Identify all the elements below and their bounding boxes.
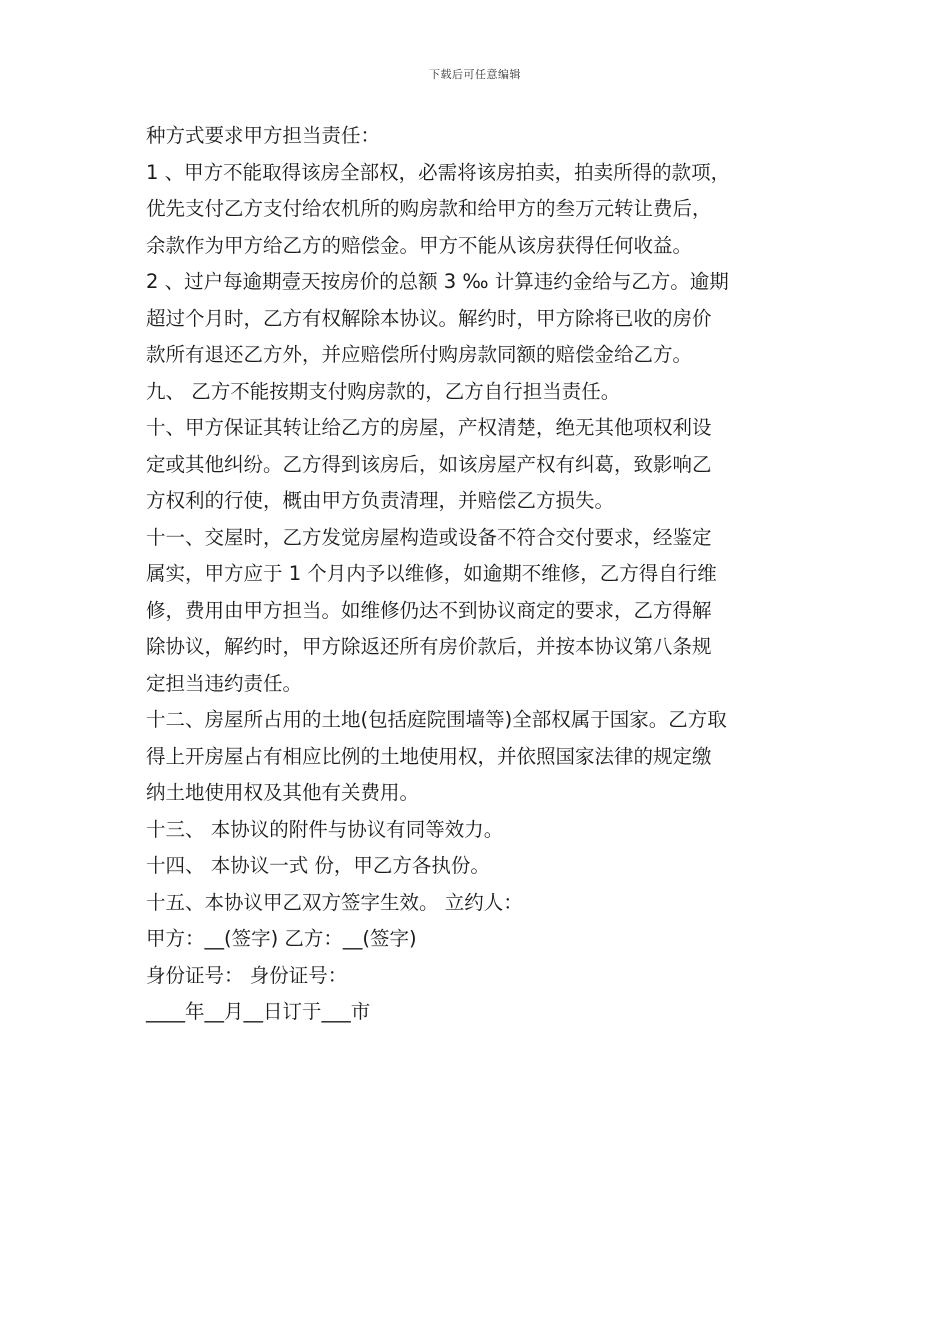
paragraph-line: 九、 乙方不能按期支付购房款的，乙方自行担当责任。 — [146, 379, 621, 403]
document-body — [146, 118, 814, 1031]
paragraph-line: 超过个月时，乙方有权解除本协议。解约时，甲方除将已收的房价 — [146, 306, 712, 330]
paragraph-line: 种方式要求甲方担当责任： — [146, 124, 381, 147]
paragraph-line: 余款作为甲方给乙方的赔偿金。甲方不能从该房获得任何收益。 — [146, 233, 693, 257]
paragraph-line: 十、甲方保证其转让给乙方的房屋，产权清楚，绝无其他项权利设 — [146, 416, 712, 439]
paragraph-line: 除协议，解约时，甲方除返还所有房价款后，并按本协议第八条规 — [146, 635, 712, 658]
paragraph-line: 十五、本协议甲乙双方签字生效。 立约人： — [146, 890, 523, 914]
paragraph-line: 优先支付乙方支付给农机所的购房款和给甲方的叁万元转让费后， — [146, 197, 712, 220]
paragraph-line: 1 、甲方不能取得该房全部权，必需将该房拍卖，拍卖所得的款项， — [146, 160, 731, 184]
paragraph-line: 十二、房屋所占用的土地(包括庭院围墙等)全部权属于国家。乙方取 — [146, 708, 727, 731]
paragraph-line: 十一、交屋时，乙方发觉房屋构造或设备不符合交付要求，经鉴定 — [146, 525, 712, 549]
paragraph-line: 修，费用由甲方担当。如维修仍达不到协议商定的要求，乙方得解 — [146, 598, 712, 622]
header-note: 下载后可任意编辑 — [429, 68, 521, 81]
date-place-line: ____年__月__日订于___市 — [146, 1000, 371, 1023]
paragraph-line: 十三、 本协议的附件与协议有同等效力。 — [146, 817, 504, 841]
paragraph-line: 定担当违约责任。 — [146, 671, 303, 695]
id-number-line: 身份证号： 身份证号： — [146, 963, 348, 987]
paragraph-line: 得上开房屋占有相应比例的土地使用权，并依照国家法律的规定缴 — [146, 744, 712, 768]
paragraph-line: 纳土地使用权及其他有关费用。 — [146, 781, 420, 804]
paragraph-line: 2 、过户每逾期壹天按房价的总额 3 ‰ 计算违约金给与乙方。逾期 — [146, 270, 729, 293]
paragraph-line: 十四、 本协议一式 份，甲乙方各执份。 — [146, 854, 490, 877]
paragraph-line: 属实，甲方应于 1 个月内予以维修，如逾期不维修，乙方得自行维 — [146, 562, 717, 585]
paragraph-line: 定或其他纠纷。乙方得到该房后，如该房屋产权有纠葛，致影响乙 — [146, 452, 712, 476]
paragraph-line: 款所有退还乙方外，并应赔偿所付购房款同额的赔偿金给乙方。 — [146, 343, 693, 366]
signature-line: 甲方：__(签字) 乙方：__(签字) — [146, 927, 417, 950]
paragraph-line: 方权利的行使，概由甲方负责清理，并赔偿乙方损失。 — [146, 489, 615, 512]
